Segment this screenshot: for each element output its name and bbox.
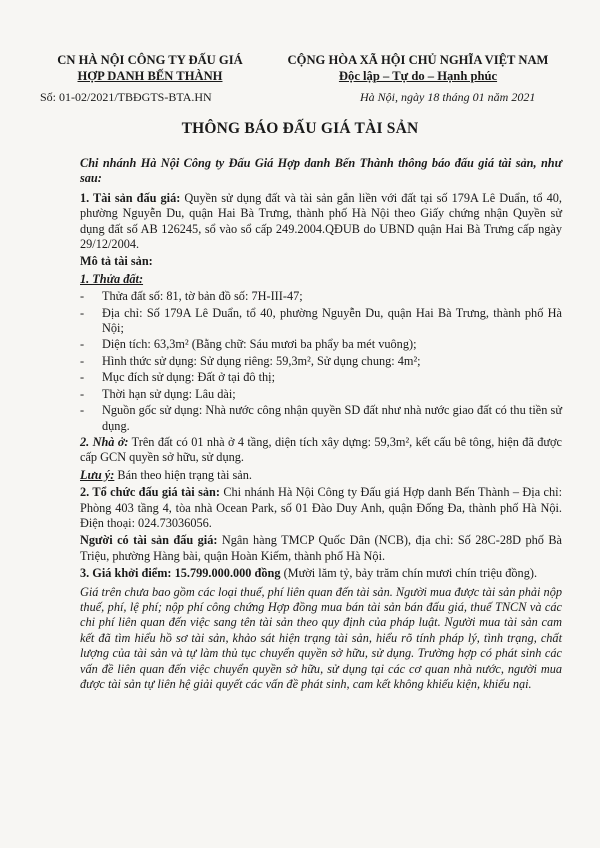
- land-heading: [80, 272, 562, 287]
- issuer-name-line2-text: HỢP DANH BẾN THÀNH: [77, 69, 223, 83]
- house-label: 2. Nhà ở:: [80, 434, 129, 449]
- starting-price-text: (Mười lăm tỷ, bảy trăm chín mươi chín triệu đồng).: [280, 566, 538, 581]
- motto: [268, 68, 568, 84]
- list-item: - Diện tích: 63,3m² (Bằng chữ: Sáu mươi ba phẩy ba mét vuông);: [80, 337, 417, 352]
- note-text: Bán theo hiện trạng tài sản.: [114, 467, 252, 482]
- list-item: - Hình thức sử dụng: Sử dụng riêng: 59,3m², Sử dụng chung: 4m²;: [80, 353, 421, 368]
- nation-title: CỘNG HÒA XÃ HỘI CHỦ NGHĨA VIỆT NAM: [287, 53, 549, 67]
- owner-text: Ngân hàng TMCP Quốc Dân (NCB), địa chỉ: Số 28C-28D phố Bà Triệu, phường Hàng bài, quận Hoàn Kiếm, thành phố Hà Nội.: [80, 533, 562, 563]
- list-item: - Địa chỉ: Số 179A Lê Duẩn, tổ 40, phường Nguyễn Du, quận Hai Bà Trưng, thành phố Hà Nội;: [80, 305, 562, 336]
- list-item: - Nguồn gốc sử dụng: Nhà nước công nhận quyền SD đất như nhà nước giao đất có thu tiền sử dụng.: [80, 403, 562, 433]
- list-item: - Thời hạn sử dụng: Lâu dài;: [80, 386, 236, 401]
- land-heading-text: 1. Thửa đất:: [80, 271, 144, 286]
- description-heading: Mô tả tài sản:: [80, 254, 153, 269]
- issuer-name-line2: [40, 68, 260, 84]
- section-asset-text: Quyền sử dụng đất và tài sản gắn liền với đất tại số 179A Lê Duẩn, tổ 40, phường Nguyễn Du, quận Hai Bà Trưng, thành phố Hà Nội theo Giấy chứng nhận Quyền sử dụng đất số AB 126245, sổ vào sổ cấp 249.2004.QĐUB do UBND quận Hai Bà Trưng cấp ngày 29/12/2004.: [80, 190, 562, 252]
- closing-note: Giá trên chưa bao gồm các loại thuế, phí liên quan đến tài sản. Người mua được tài sản phải nộp thuế, phí, lệ phí; nộp phí công chứng Hợp đồng mua bán tài sản bán đấu giá, thuế TNCN và các chi phí liên quan đến việc sang tên tài sản theo quy định của pháp luật. Người mua tài sản cam kết đã tìm hiểu hồ sơ tài sản, khảo sát hiện trạng tài sản, hiểu rõ tính pháp lý, tình trạng, chất lượng của tài sản và tự làm thủ tục chuyển quyền sở hữu, sử dụng. Trường hợp có phát sinh các vấn đề liên quan đến việc chuyển quyền sở hữu, sử dụng tại các cơ quan nhà nước, người mua được tài sản tự liên hệ giải quyết các vấn đề phát sinh, cam kết không khiếu kiện, khiếu nại.: [80, 584, 562, 691]
- section-organizer-text: Chi nhánh Hà Nội Công ty Đấu giá Hợp danh Bến Thành – Địa chỉ: Phòng 403 tầng 4, tòa nhà Ocean Park, số 01 Đào Duy Anh, quận Đống Đa, thành phố Hà Nội. Điện thoại: 024.73036056.: [80, 485, 562, 530]
- section-organizer-label: 2. Tổ chức đấu giá tài sản:: [80, 485, 220, 500]
- document-date: Hà Nội, ngày 18 tháng 01 năm 2021: [360, 90, 536, 104]
- section-asset-label: 1. Tài sản đấu giá:: [80, 190, 181, 205]
- list-item: - Thửa đất số: 81, tờ bản đồ số: 7H-III-47;: [80, 289, 303, 304]
- list-item: - Mục đích sử dụng: Đất ở tại đô thị;: [80, 370, 276, 385]
- document-body: [80, 156, 562, 694]
- starting-price-label: 3. Giá khởi điểm: 15.799.000.000 đồng: [80, 566, 281, 581]
- note-paragraph: [80, 468, 562, 483]
- national-motto-block: [268, 52, 568, 84]
- intro-paragraph: Chi nhánh Hà Nội Công ty Đấu Giá Hợp danh Bến Thành thông báo đấu giá tài sản, như sau:: [80, 156, 562, 186]
- document-number: Số: 01-02/2021/TBĐGTS-BTA.HN: [40, 90, 212, 104]
- house-text: Trên đất có 01 nhà ở 4 tầng, diện tích xây dựng: 59,3m², kết cấu bê tông, hiện đã được cấp GCN quyền sở hữu, sử dụng.: [80, 434, 562, 465]
- motto-text: Độc lập – Tự do – Hạnh phúc: [338, 69, 498, 83]
- owner-label: Người có tài sản đấu giá:: [80, 533, 218, 548]
- note-label: Lưu ý:: [80, 467, 115, 482]
- land-details-list: [80, 289, 562, 434]
- page-title: THÔNG BÁO ĐẤU GIÁ TÀI SẢN: [181, 120, 419, 137]
- section-organizer: [80, 485, 562, 531]
- house-paragraph: [80, 435, 562, 466]
- issuer-block: [40, 52, 260, 84]
- section-asset: [80, 191, 562, 253]
- section-starting-price: [80, 566, 562, 581]
- issuer-name-line1: CN HÀ NỘI CÔNG TY ĐẤU GIÁ: [57, 53, 243, 67]
- owner-paragraph: [80, 533, 562, 564]
